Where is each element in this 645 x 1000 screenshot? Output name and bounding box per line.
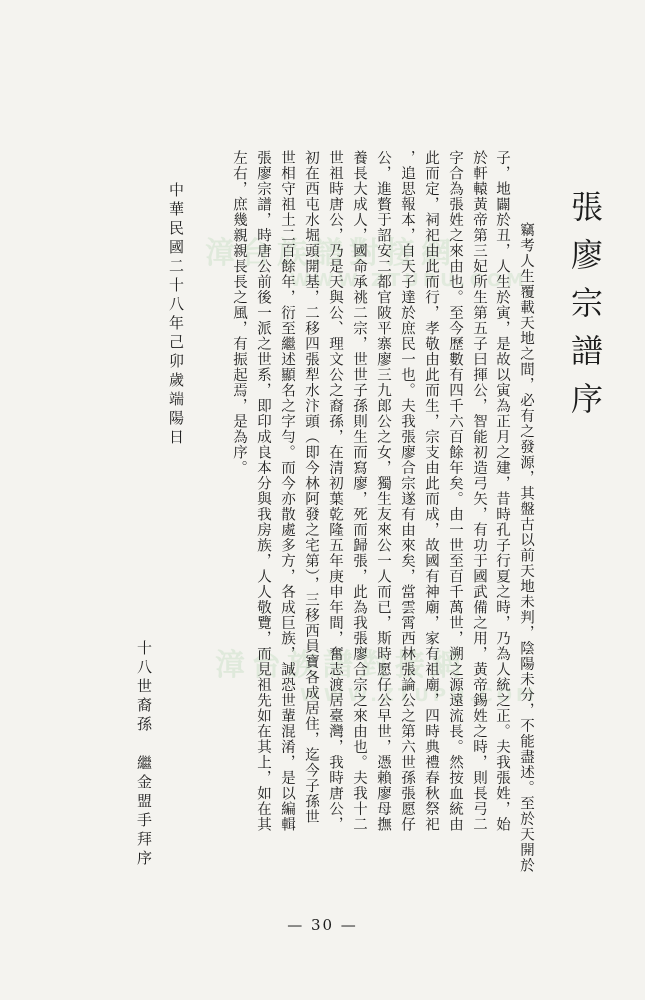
body-column-13: 左右，庶幾親親長長之風，有振起焉，是為序。 bbox=[231, 150, 247, 476]
date-line: 中華民國二十八年己卯歲端陽日 bbox=[167, 182, 185, 448]
body-column-11: 世相守祖土二百餘年，衍至繼述顯名之字勻。而今亦散處多方，各成巨族，誠恐世輩混淆，是以編輯 bbox=[279, 150, 295, 832]
body-column-12: 張廖宗譜，時唐公前後一派之世系，即印成良本分與我房族，人人敬覽，而見祖先如在其上，如在其 bbox=[255, 150, 271, 832]
watermark-top: 漳台族譜對接網 bbox=[205, 236, 457, 271]
page-number: — 30 — bbox=[287, 916, 358, 934]
watermark-bottom: 漳台族譜對接網 bbox=[215, 648, 467, 683]
body-column-3: 於軒轅黃帝第三妃所生第五子曰揮公，智能初造弓矢，有功于國武備之用，黃帝錫姓之時，則長弓二 bbox=[471, 150, 487, 832]
signature-author: 繼金盟手拜序 bbox=[135, 755, 153, 869]
watermark-url-bottom: WWW.ZTUPU.COM bbox=[300, 685, 538, 706]
signature-generation: 十八世裔孫 bbox=[135, 640, 153, 735]
body-column-1: 竊考人生覆載天地之間，必有之發源，其盤古以前天地未判，陰陽未分，不能盡述。至於天開於 bbox=[518, 222, 534, 873]
body-column-7: 公，進贅于詔安二都官陂平寨廖三九郎公之女，獨生友來公一人而已，斯時愿仔公早世，憑賴廖母撫 bbox=[375, 150, 391, 832]
body-column-4: 字合為張姓之來由也。至今歷數有四千六百餘年矣。由一世至百千萬世，溯之源遠流長。然按血統由 bbox=[447, 150, 463, 832]
body-column-2: 子，地闢於丑，人生於寅，是故以寅為正月之建，昔時孔子行夏之時，乃為人統之正。夫我張姓，始 bbox=[494, 150, 510, 832]
watermark-url-top: WWW.ZTUPU.COM bbox=[290, 270, 528, 291]
body-column-9: 世祖時唐公，乃是天與公、理文公之裔孫，在清初葉乾隆五年庚申年間，奮志渡居臺灣，我時唐公， bbox=[327, 150, 343, 832]
body-column-5: 此而定，祠祀由此而行，孝敬由此而生，宗支由此而成，故國有神廟，家有祖廟，四時典禮春秋祭祀 bbox=[423, 150, 439, 832]
body-column-6: ，追思報本，自天子達於庶民一也。夫我張廖合宗遂有由來矣，當雲霄西林張論公之第六世孫張愿仔 bbox=[399, 150, 415, 832]
body-column-8: 養長大成人，國命承祧二宗，世世子孫則生而寫廖，死而歸張，此為我張廖合宗之來由也。夫我十二 bbox=[351, 150, 367, 832]
body-column-10: 初在西屯水堀頭開基，二移四張犁水汴頭（即今林阿發之宅第），三移西員寶各成居住，迄今子孫世 bbox=[303, 150, 319, 825]
document-title: 張廖宗譜序 bbox=[566, 190, 604, 430]
